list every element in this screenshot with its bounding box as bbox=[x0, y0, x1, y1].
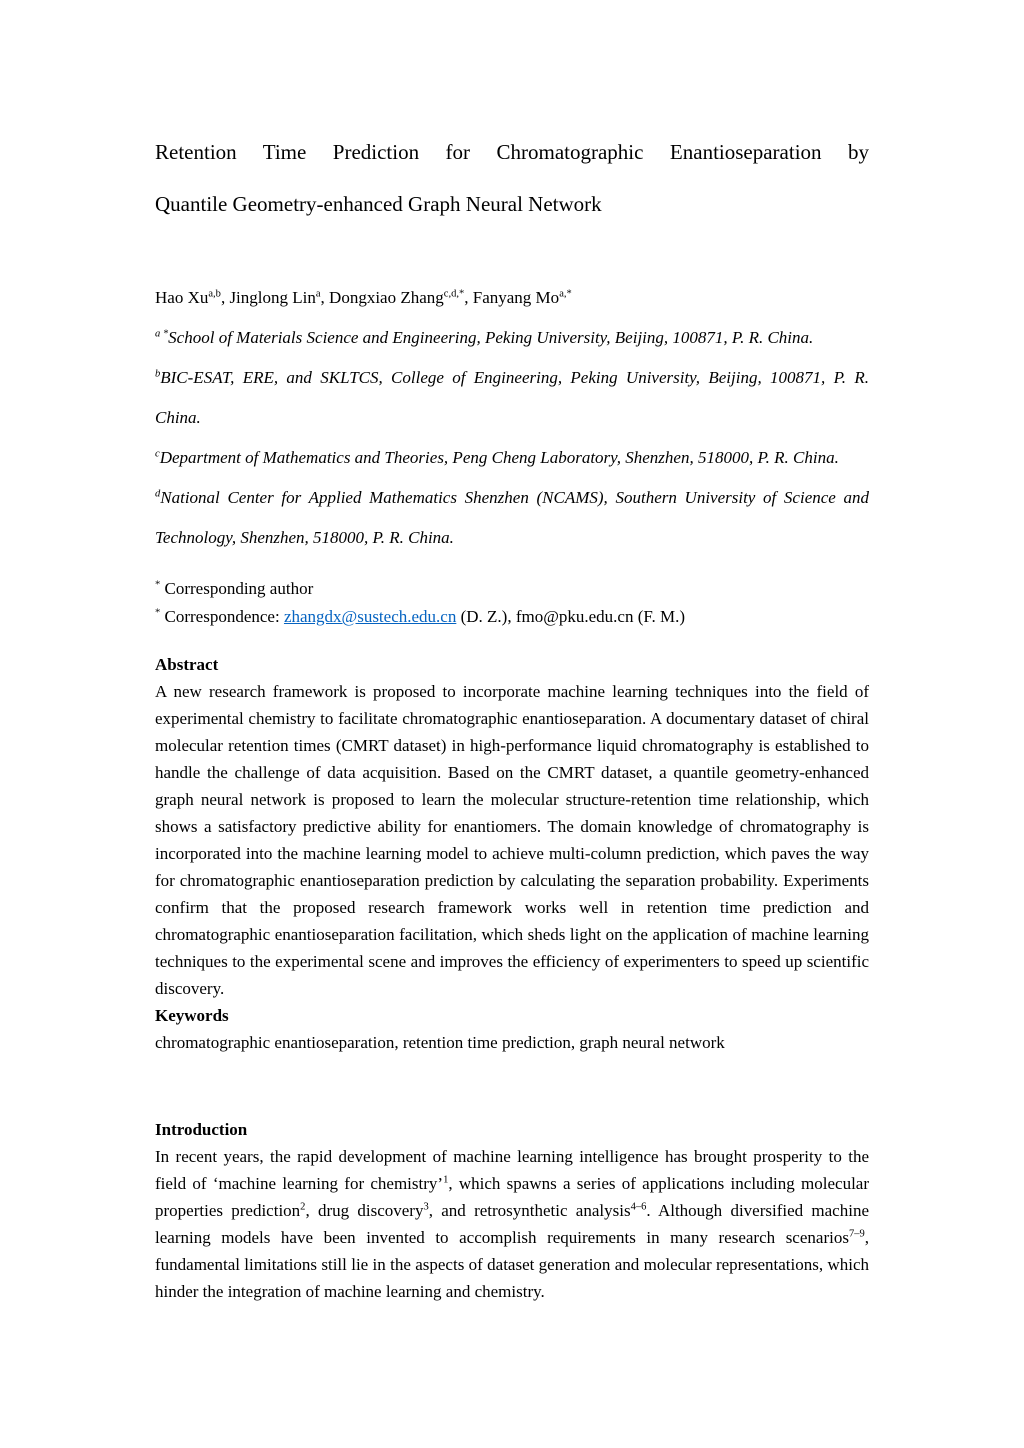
author-superscript: a bbox=[315, 288, 321, 300]
affiliation-text: Department of Mathematics and Theories, Peng Cheng Laboratory, Shenzhen, 518000, P. R. China. bbox=[159, 448, 839, 467]
asterisk-marker: * bbox=[155, 607, 161, 619]
correspondence-line bbox=[155, 603, 869, 631]
affiliation-text: National Center for Applied Mathematics Shenzhen (NCAMS), Southern University of Science and Technology, Shenzhen, 518000, P. R. China. bbox=[155, 488, 869, 547]
affiliation-item bbox=[155, 438, 869, 478]
introduction-text-run: In recent years, the rapid development of machine learning intelligence has brought prosperity to the field of ‘machine learning for chemistry’ bbox=[155, 1147, 869, 1193]
introduction-text-run: , fundamental limitations still lie in the aspects of dataset generation and molecular representations, which hinder the integration of machine learning and chemistry. bbox=[155, 1228, 869, 1301]
affiliation-marker: d bbox=[155, 488, 161, 500]
correspondence-prefix: Correspondence: bbox=[160, 607, 284, 626]
secondary-email-text: fmo@pku.edu.cn bbox=[515, 607, 634, 626]
author-name: , Dongxiao Zhang bbox=[320, 288, 444, 307]
corresponding-author-note bbox=[155, 575, 869, 603]
affiliation-item bbox=[155, 358, 869, 438]
authors-line bbox=[155, 278, 869, 318]
introduction-paragraph bbox=[155, 1143, 869, 1305]
introduction-text-run: , which spawns a series of applications including molecular properties prediction bbox=[155, 1174, 869, 1220]
correspondence-middle-text: (D. Z.), bbox=[456, 607, 516, 626]
author-name: , Fanyang Mo bbox=[464, 288, 560, 307]
paper-title-line-1: Retention Time Prediction for Chromatographic Enantioseparation by bbox=[155, 140, 869, 164]
citation-superscript: 3 bbox=[423, 1201, 429, 1213]
introduction-section bbox=[155, 1116, 869, 1305]
paper-title-line-2: Quantile Geometry-enhanced Graph Neural Network bbox=[155, 192, 602, 216]
introduction-text-run: , and retrosynthetic analysis bbox=[428, 1201, 631, 1220]
affiliation-marker: b bbox=[155, 368, 161, 380]
affiliation-item bbox=[155, 478, 869, 558]
author-superscript: a,b bbox=[208, 288, 221, 300]
affiliation-item bbox=[155, 318, 869, 358]
abstract-paragraph: A new research framework is proposed to incorporate machine learning techniques into the field of experimental chemistry to facilitate chromatographic enantioseparation. A documentary dataset of chiral molecular retention times (CMRT dataset) in high-performance liquid chromatography is established to handle the challenge of data acquisition. Based on the CMRT dataset, a quantile geometry-enhanced graph neural network is proposed to learn the molecular structure-retention time relationship, which shows a satisfactory predictive ability for enantiomers. The domain knowledge of chromatography is incorporated into the machine learning model to achieve multi-column prediction, which paves the way for chromatographic enantioseparation prediction by calculating the separation probability. Experiments confirm that the proposed research framework works well in retention time prediction and chromatographic enantioseparation facilitation, which sheds light on the application of machine learning techniques to the experimental scene and improves the efficiency of experimenters to speed up scientific discovery. bbox=[155, 682, 869, 998]
affiliation-text: BIC-ESAT, ERE, and SKLTCS, College of Engineering, Peking University, Beijing, 100871, P. R. China. bbox=[155, 368, 869, 427]
keywords-text: chromatographic enantioseparation, retention time prediction, graph neural network bbox=[155, 1033, 725, 1052]
abstract-section bbox=[155, 651, 869, 1056]
author-name: Hao Xu bbox=[155, 288, 209, 307]
keywords-heading: Keywords bbox=[155, 1006, 229, 1025]
correspondence-suffix: (F. M.) bbox=[633, 607, 685, 626]
asterisk-marker: * bbox=[155, 579, 161, 591]
paper-title bbox=[155, 126, 869, 230]
correspondence-email-link[interactable]: zhangdx@sustech.edu.cn bbox=[283, 607, 457, 626]
author-name: , Jinglong Lin bbox=[220, 288, 316, 307]
introduction-text-run: . Although diversified machine learning models have been invented to accomplish requirements in many research scenarios bbox=[155, 1201, 869, 1247]
affiliation-text: School of Materials Science and Engineering, Peking University, Beijing, 100871, P. R. China. bbox=[168, 328, 814, 347]
affiliation-marker: c bbox=[155, 448, 160, 460]
abstract-heading: Abstract bbox=[155, 655, 219, 674]
introduction-text-run: , drug discovery bbox=[305, 1201, 424, 1220]
citation-superscript: 7–9 bbox=[848, 1228, 865, 1240]
author-superscript: a,* bbox=[559, 288, 572, 300]
author-superscript: c,d,* bbox=[443, 288, 465, 300]
affiliations-block bbox=[155, 318, 869, 558]
affiliation-marker: a * bbox=[155, 328, 169, 340]
citation-superscript: 2 bbox=[300, 1201, 306, 1213]
corresponding-author-text: Corresponding author bbox=[160, 579, 314, 598]
citation-superscript: 4–6 bbox=[630, 1201, 647, 1213]
correspondence-block bbox=[155, 575, 869, 631]
introduction-heading: Introduction bbox=[155, 1120, 248, 1139]
citation-superscript: 1 bbox=[443, 1174, 449, 1186]
